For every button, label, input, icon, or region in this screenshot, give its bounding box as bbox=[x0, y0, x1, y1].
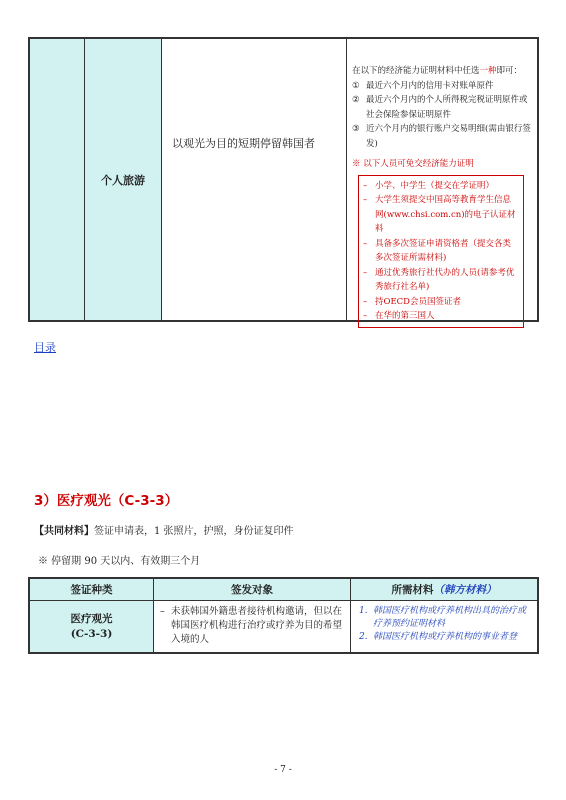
material-item: 1. 韩国医疗机构或疗养机构出具的治疗或疗养预约证明材料 bbox=[359, 606, 527, 629]
section-title: 3）医疗观光（C-3-3） bbox=[34, 493, 179, 509]
medical-target-text: 未获韩国外籍患者接待机构邀请，但以在韩国医疗机构进行治疗或疗养为目的希望入境的人 bbox=[171, 606, 343, 645]
medical-type-code: (C-3-3) bbox=[70, 627, 113, 640]
common-materials bbox=[34, 522, 294, 537]
visa-type-cell bbox=[85, 39, 162, 320]
exempt-item: – 在华的第三国人 bbox=[363, 311, 435, 321]
exempt-list-box bbox=[358, 175, 524, 328]
header-target: 签发对象 bbox=[154, 579, 351, 601]
exempt-item: – 小学、中学生（提交在学证明） bbox=[363, 180, 495, 191]
page-number: - 7 - bbox=[274, 765, 292, 775]
exempt-heading: ※ 以下人员可免交经济能力证明 bbox=[352, 159, 474, 169]
medical-visa-table bbox=[28, 577, 539, 654]
common-materials-label: 【共同材料】 bbox=[34, 526, 94, 537]
header-materials: 所需材料 （韩方材料） bbox=[351, 579, 537, 601]
visa-requirements-table bbox=[28, 37, 539, 322]
doc-item: ① 最近六个月内的信用卡对账单原件 bbox=[352, 80, 494, 91]
medical-target-cell: – 未获韩国外籍患者接待机构邀请，但以在韩国医疗机构进行治疗或疗养为目的希望入境的人 bbox=[154, 601, 351, 652]
toc-link[interactable]: 目录 bbox=[34, 341, 56, 354]
exempt-item: – 持OECD会员国签证者 bbox=[363, 296, 461, 307]
visa-target-text: 以观光为目的短期停留韩国者 bbox=[172, 137, 315, 150]
medical-type-name: 医疗观光 bbox=[70, 612, 113, 625]
medical-materials-cell bbox=[351, 601, 537, 652]
medical-type-cell bbox=[30, 601, 154, 652]
exempt-item: – 大学生须提交中国高等教育学生信息网(www.chsi.com.cn)的电子认证材料 bbox=[363, 195, 516, 234]
header-visa-type: 签证种类 bbox=[30, 579, 154, 601]
common-materials-text: 签证申请表，1 张照片，护照，身份证复印件 bbox=[94, 526, 294, 537]
visa-target-cell bbox=[162, 39, 347, 320]
material-item: 2. 韩国医疗机构或疗养机构的事业者登 bbox=[359, 632, 518, 642]
header-materials-sub: （韩方材料） bbox=[433, 584, 497, 596]
visa-category-column bbox=[30, 39, 85, 320]
visa-type-label: 个人旅游 bbox=[101, 173, 145, 187]
doc-item: ② 最近六个月内的个人所得税完税证明原件或社会保险参保证明原件 bbox=[352, 95, 528, 120]
doc-item: ③ 近六个月内的银行账户交易明细(需由银行签发) bbox=[352, 124, 531, 149]
stay-note: ※ 停留期 90 天以内、有效期三个月 bbox=[38, 556, 201, 567]
exempt-item: – 通过优秀旅行社代办的人员(请参考优秀旅行社名单) bbox=[363, 267, 515, 292]
docs-intro-highlight: 一种 bbox=[479, 66, 497, 76]
visa-docs-cell bbox=[347, 39, 537, 320]
docs-intro: 在以下的经济能力证明材料中任选一种即可： bbox=[352, 66, 523, 76]
exempt-item: – 具备多次签证申请资格者（提交各类多次签证所需材料) bbox=[363, 238, 512, 263]
